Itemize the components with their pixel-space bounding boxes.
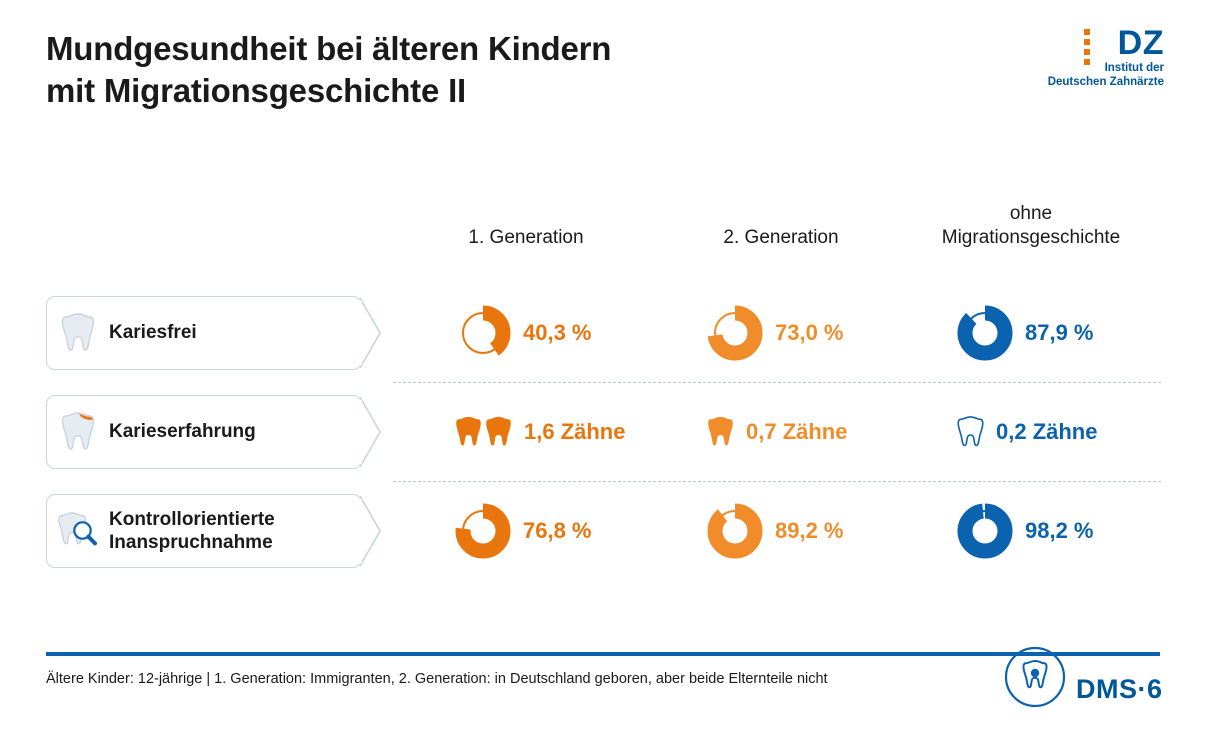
idz-logo-subtitle-line-1: Institut der: [1104, 62, 1164, 74]
cell-karieserfahrung-generation-2: [707, 395, 847, 469]
footer-divider: [46, 652, 1160, 656]
cell-kontrollorientierte-generation-2: [707, 494, 844, 568]
teeth-pictogram: [957, 412, 984, 452]
value-label: 40,3 %: [523, 320, 592, 345]
row-label-text: Kariesfrei: [109, 322, 197, 344]
value-label: 0,7 Zähne: [746, 419, 848, 444]
idz-logo-wordmark: DZ: [1117, 24, 1164, 62]
idz-logo-subtitle: [1048, 61, 1164, 90]
value-label: 87,9 %: [1025, 320, 1094, 345]
row-label-kontrollorientierte-inanspruchnahme: [46, 494, 362, 568]
cell-kariesfrei-generation-1: [455, 296, 592, 370]
value-label: 1,6 Zähne: [524, 419, 626, 444]
column-header-generation-1: [393, 226, 659, 250]
tooth-magnifier-icon: [47, 510, 109, 552]
row-card-arrow-icon: [360, 495, 382, 567]
row-card-arrow-icon: [360, 297, 382, 369]
teeth-pictogram: [455, 412, 512, 452]
cell-karieserfahrung-no-migration: [957, 395, 1097, 469]
value-label: 0,2 Zähne: [996, 419, 1098, 444]
donut-chart: [455, 503, 511, 559]
idz-logo: [1004, 24, 1164, 89]
value-label: 73,0 %: [775, 320, 844, 345]
donut-chart: [707, 503, 763, 559]
donut-chart: [957, 305, 1013, 361]
row-card-arrow-icon: [360, 396, 382, 468]
tooth-filled-icon: [707, 412, 734, 452]
value-label: 98,2 %: [1025, 518, 1094, 543]
value-label: 89,2 %: [775, 518, 844, 543]
donut-chart: [707, 305, 763, 361]
row-separator: [393, 382, 1161, 383]
cell-kontrollorientierte-no-migration: [957, 494, 1094, 568]
tooth-icon: [47, 312, 109, 354]
tooth-filled-icon: [485, 412, 512, 452]
column-header-label: 1. Generation: [468, 227, 584, 248]
cell-kariesfrei-generation-2: [707, 296, 844, 370]
cell-kariesfrei-no-migration: [957, 296, 1094, 370]
tooth-filled-icon: [455, 412, 482, 452]
tooth-outline-icon: [957, 412, 984, 452]
row-label-text: Kontrollorientierte Inanspruchnahme: [109, 508, 275, 553]
row-label-karieserfahrung: [46, 395, 362, 469]
dms-logo: [994, 640, 1164, 716]
donut-chart: [957, 503, 1013, 559]
idz-logo-subtitle-line-2: Deutschen Zahnärzte: [1047, 76, 1164, 89]
teeth-pictogram: [707, 412, 734, 452]
dms-logo-tooth-icon: [1004, 646, 1066, 713]
column-header-generation-2: [648, 226, 914, 250]
row-label-kariesfrei: [46, 296, 362, 370]
donut-chart: [455, 305, 511, 361]
page-title-line-2: mit Migrationsgeschichte II: [46, 72, 467, 110]
page-title-line-1: Mundgesundheit bei älteren Kindern: [46, 30, 612, 67]
footnote: Ältere Kinder: 12-jährige | 1. Generation: Immigranten, 2. Generation: in Deutschland geboren, aber beide Elternteile nicht: [46, 671, 828, 687]
row-separator: [393, 481, 1161, 482]
column-header-label: 2. Generation: [723, 227, 839, 248]
idz-logo-dots-icon: [1084, 29, 1090, 57]
column-header-label: ohne: [1009, 203, 1053, 224]
cell-karieserfahrung-generation-1: [455, 395, 625, 469]
cell-kontrollorientierte-generation-1: [455, 494, 592, 568]
column-header-label-line-2: Migrationsgeschichte: [941, 226, 1121, 248]
dms-logo-wordmark: DMS·6: [1076, 674, 1163, 704]
column-header-no-migration: [898, 202, 1164, 250]
value-label: 76,8 %: [523, 518, 592, 543]
row-label-text: Karieserfahrung: [109, 421, 256, 443]
tooth-caries-icon: [47, 411, 109, 453]
page-title: [46, 28, 806, 112]
